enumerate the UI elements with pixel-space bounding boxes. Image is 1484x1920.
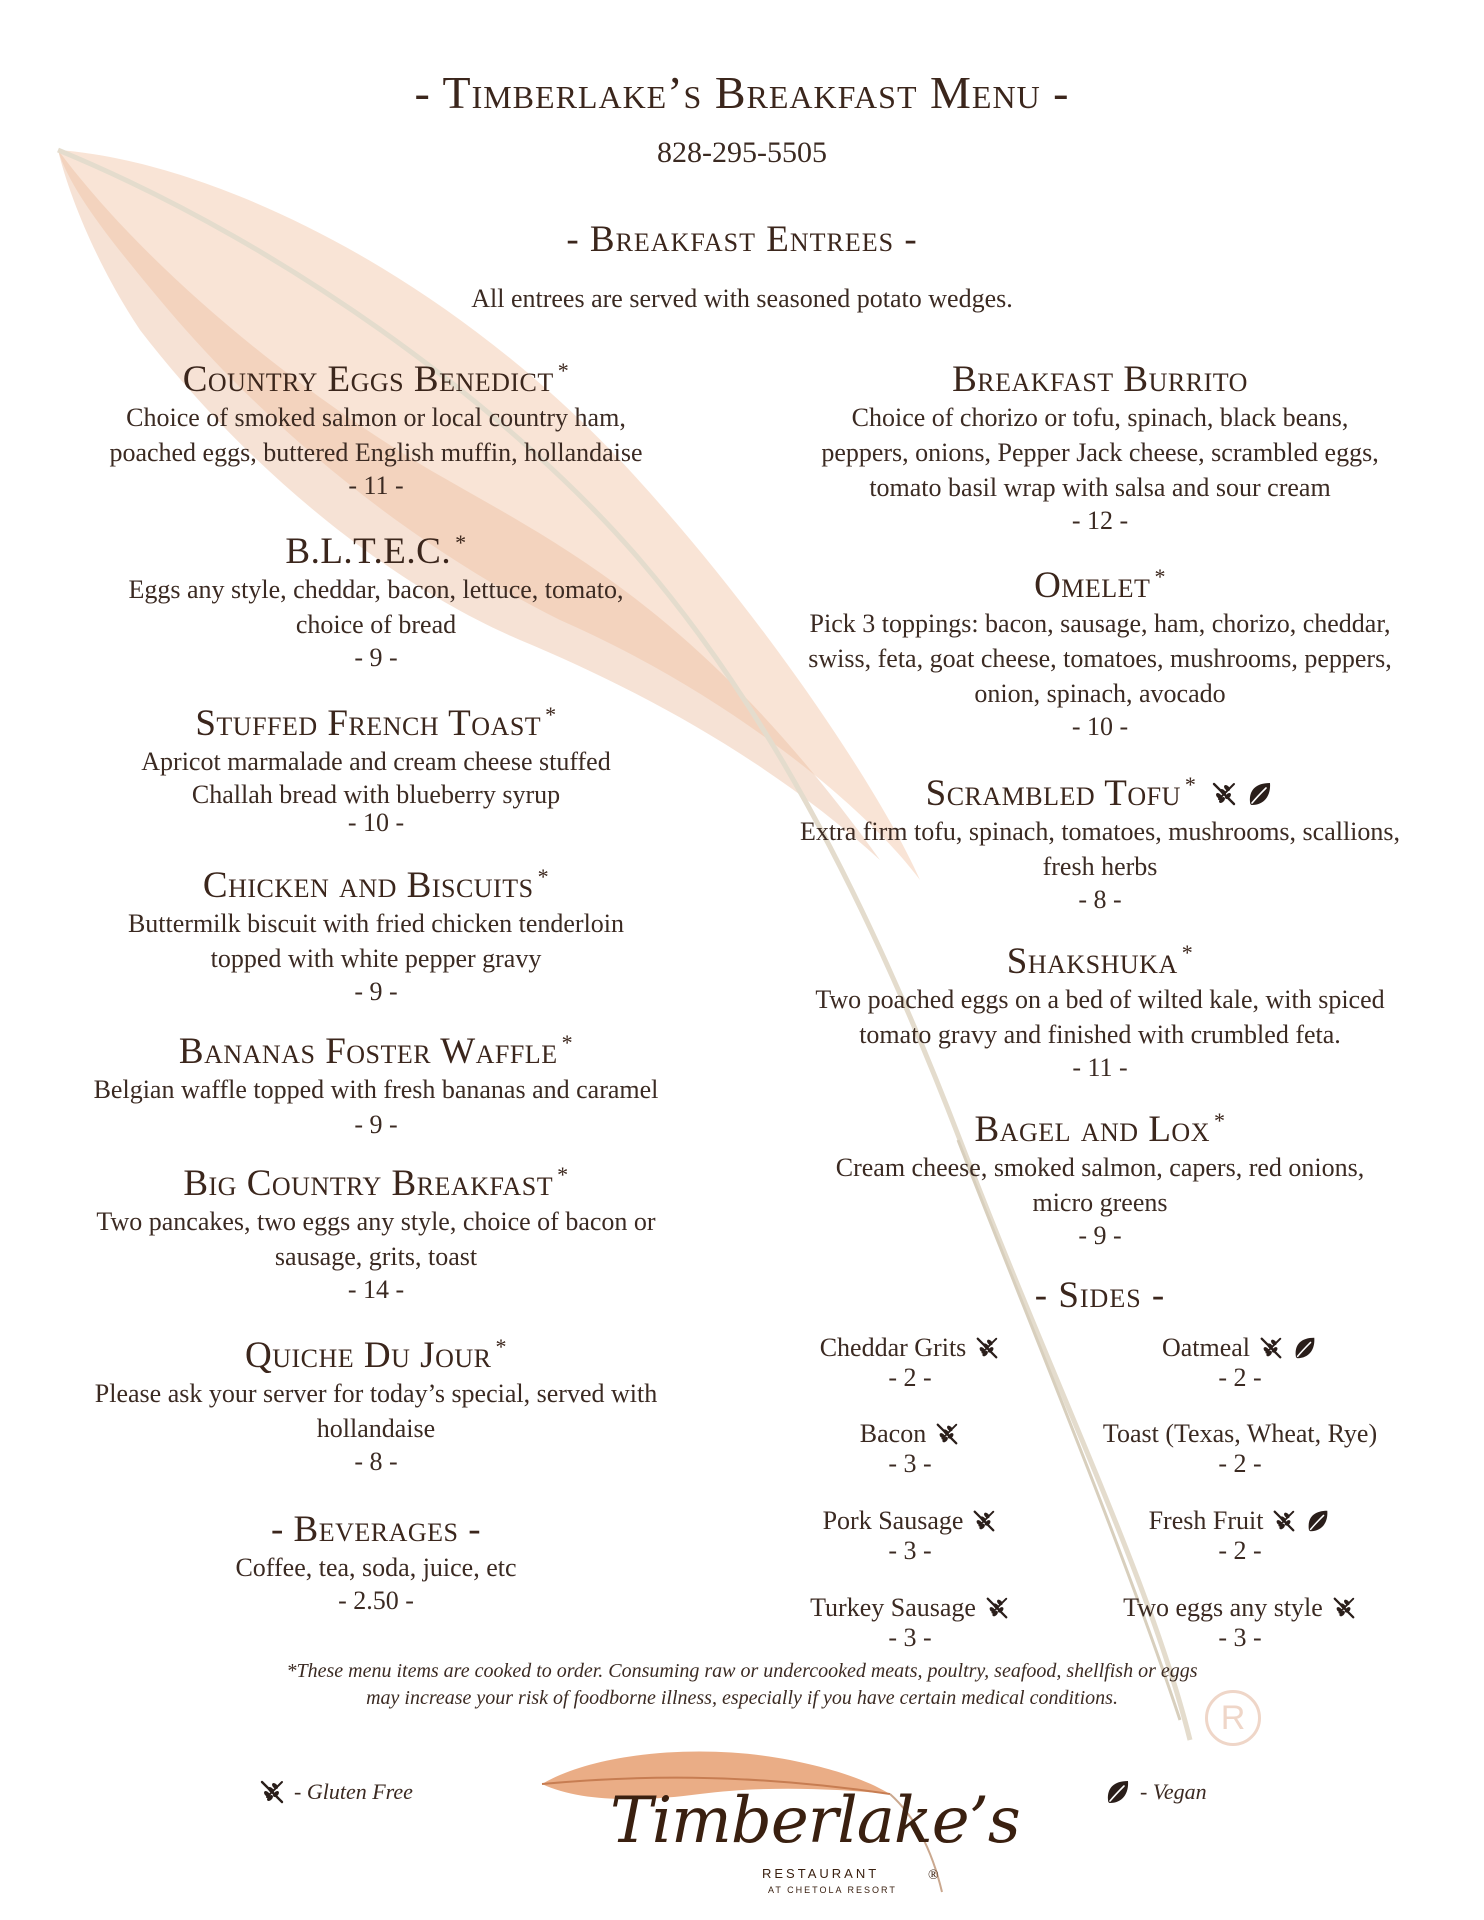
cooked-to-order-mark: * bbox=[557, 358, 570, 383]
side-item bbox=[1090, 1505, 1390, 1565]
item-description: topped with white pepper gravy bbox=[210, 944, 542, 973]
sides-title: - Sides - bbox=[1034, 1275, 1166, 1316]
side-item bbox=[760, 1592, 1060, 1652]
item-price: - 14 - bbox=[347, 1275, 405, 1304]
entrees-intro: All entrees are served with seasoned potato wedges. bbox=[471, 284, 1013, 313]
side-item bbox=[1090, 1332, 1390, 1392]
item-description: tomato basil wrap with salsa and sour cream bbox=[869, 473, 1331, 502]
menu-item bbox=[66, 532, 686, 674]
logo-wordmark: Timberlake’s bbox=[610, 1784, 1020, 1858]
item-description: choice of bread bbox=[295, 610, 457, 639]
menu-title: - Timberlake’s Breakfast Menu - bbox=[414, 67, 1070, 118]
side-name: Pork Sausage bbox=[822, 1506, 964, 1535]
cooked-to-order-mark: * bbox=[1154, 564, 1166, 589]
item-description: onion, spinach, avocado bbox=[974, 679, 1226, 708]
side-name: Toast (Texas, Wheat, Rye) bbox=[1102, 1419, 1378, 1448]
gluten-free-icon bbox=[971, 1508, 997, 1534]
gluten-free-icon bbox=[1210, 780, 1238, 808]
menu-item bbox=[790, 360, 1410, 537]
side-item bbox=[1090, 1418, 1390, 1478]
side-item bbox=[1090, 1592, 1390, 1652]
cooked-to-order-mark: * bbox=[1213, 1108, 1226, 1133]
logo-subtitle: RESTAURANT bbox=[762, 1866, 880, 1881]
item-price: - 12 - bbox=[1071, 506, 1129, 535]
entrees-section-title: - Breakfast Entrees - bbox=[566, 219, 918, 260]
item-name: Quiche Du Jour bbox=[245, 1335, 492, 1376]
phone-number: 828-295-5505 bbox=[657, 136, 827, 169]
item-description: poached eggs, buttered English muffin, hollandaise bbox=[109, 438, 643, 467]
vegan-leaf-icon bbox=[1292, 1335, 1318, 1361]
side-price: - 2 - bbox=[1218, 1536, 1262, 1565]
cooked-to-order-mark: * bbox=[561, 1030, 574, 1055]
menu-item bbox=[66, 704, 686, 835]
item-name: Chicken and Biscuits bbox=[202, 865, 534, 906]
item-price: - 9 - bbox=[354, 1110, 398, 1139]
item-description: Choice of smoked salmon or local country ham, bbox=[126, 403, 626, 432]
side-name: Cheddar Grits bbox=[819, 1333, 967, 1362]
item-description: Buttermilk biscuit with fried chicken tenderloin bbox=[127, 909, 625, 938]
menu-item bbox=[66, 1164, 686, 1306]
side-price: - 2 - bbox=[888, 1363, 932, 1392]
disclaimer-line: *These menu items are cooked to order. Consuming raw or undercooked meats, poultry, seafood, shellfish or eggs bbox=[286, 1660, 1198, 1682]
item-description: Two poached eggs on a bed of wilted kale, with spiced bbox=[815, 985, 1385, 1014]
beverages-title: - Beverages - bbox=[270, 1509, 482, 1550]
item-price: - 11 - bbox=[1072, 1053, 1128, 1082]
legend-label: - Vegan bbox=[1140, 1779, 1207, 1804]
item-name: Breakfast Burrito bbox=[952, 359, 1248, 400]
cooked-to-order-mark: * bbox=[455, 530, 467, 555]
item-description: swiss, feta, goat cheese, tomatoes, mushrooms, peppers, bbox=[808, 644, 1392, 673]
gluten-free-icon bbox=[1258, 1335, 1284, 1361]
vegan-leaf-icon bbox=[1246, 780, 1274, 808]
cooked-to-order-mark: * bbox=[1184, 772, 1197, 797]
vegan-leaf-icon bbox=[1104, 1778, 1132, 1806]
gluten-free-icon bbox=[1331, 1595, 1357, 1621]
item-description: hollandaise bbox=[316, 1414, 436, 1443]
item-description: Extra firm tofu, spinach, tomatoes, mushrooms, scallions, bbox=[799, 817, 1401, 846]
item-description: peppers, onions, Pepper Jack cheese, scrambled eggs, bbox=[821, 438, 1379, 467]
item-description: micro greens bbox=[1032, 1188, 1168, 1217]
item-price: - 11 - bbox=[348, 471, 404, 500]
item-description: Please ask your server for today’s special, served with bbox=[94, 1379, 658, 1408]
item-description: Two pancakes, two eggs any style, choice of bacon or bbox=[96, 1207, 656, 1236]
side-name: Bacon bbox=[859, 1419, 927, 1448]
item-name: Big Country Breakfast bbox=[183, 1163, 554, 1204]
menu-item bbox=[66, 360, 686, 502]
registered-watermark: R bbox=[1205, 1690, 1261, 1746]
side-price: - 2 - bbox=[1218, 1449, 1262, 1478]
food-safety-disclaimer bbox=[220, 1658, 1264, 1712]
menu-item bbox=[790, 1110, 1410, 1252]
item-description: tomato gravy and finished with crumbled feta. bbox=[859, 1020, 1341, 1049]
side-name: Two eggs any style bbox=[1123, 1593, 1323, 1622]
menu-item bbox=[66, 1032, 686, 1143]
gluten-free-icon bbox=[1271, 1508, 1297, 1534]
item-name: Shakshuka bbox=[1006, 941, 1178, 982]
menu-item bbox=[790, 566, 1410, 743]
item-description: Pick 3 toppings: bacon, sausage, ham, chorizo, cheddar, bbox=[809, 609, 1391, 638]
item-price: - 8 - bbox=[354, 1447, 398, 1476]
legend-vegan bbox=[1104, 1778, 1207, 1806]
vegan-leaf-icon bbox=[1305, 1508, 1331, 1534]
menu-item bbox=[66, 866, 686, 1008]
side-item bbox=[760, 1332, 1060, 1392]
item-price: - 10 - bbox=[1071, 712, 1129, 741]
cooked-to-order-mark: * bbox=[495, 1334, 507, 1359]
side-price: - 3 - bbox=[888, 1536, 932, 1565]
gluten-free-icon bbox=[984, 1595, 1010, 1621]
side-price: - 3 - bbox=[1218, 1623, 1262, 1652]
gluten-free-icon bbox=[974, 1335, 1000, 1361]
cooked-to-order-mark: * bbox=[557, 1162, 569, 1187]
side-item bbox=[760, 1418, 1060, 1478]
cooked-to-order-mark: * bbox=[1181, 940, 1194, 965]
item-name: B.L.T.E.C. bbox=[285, 531, 452, 572]
side-item bbox=[760, 1505, 1060, 1565]
item-description: Belgian waffle topped with fresh bananas and caramel bbox=[93, 1075, 659, 1104]
restaurant-logo bbox=[540, 1742, 1020, 1920]
beverages-section bbox=[66, 1510, 686, 1617]
logo-registered-mark: ® bbox=[928, 1868, 939, 1883]
disclaimer-line: may increase your risk of foodborne illness, especially if you have certain medical conditions. bbox=[366, 1687, 1118, 1709]
item-description: Apricot marmalade and cream cheese stuffed bbox=[141, 747, 611, 776]
cooked-to-order-mark: * bbox=[545, 702, 557, 727]
item-name: Country Eggs Benedict bbox=[182, 359, 554, 400]
side-name: Turkey Sausage bbox=[810, 1593, 976, 1622]
item-description: Eggs any style, cheddar, bacon, lettuce, tomato, bbox=[128, 575, 624, 604]
gluten-free-icon bbox=[258, 1778, 286, 1806]
menu-item bbox=[790, 774, 1410, 916]
menu-item bbox=[790, 942, 1410, 1084]
item-name: Scrambled Tofu bbox=[925, 773, 1181, 814]
gluten-free-icon bbox=[934, 1421, 960, 1447]
item-description: Challah bread with blueberry syrup bbox=[191, 780, 561, 809]
item-name: Bagel and Lox bbox=[974, 1109, 1210, 1150]
item-name: Stuffed French Toast bbox=[195, 703, 542, 744]
item-description: Cream cheese, smoked salmon, capers, red onions, bbox=[835, 1153, 1365, 1182]
side-price: - 3 - bbox=[888, 1449, 932, 1478]
item-name: Omelet bbox=[1034, 565, 1151, 606]
cooked-to-order-mark: * bbox=[537, 864, 550, 889]
item-price: - 9 - bbox=[354, 643, 398, 672]
item-description: Choice of chorizo or tofu, spinach, black beans, bbox=[851, 403, 1349, 432]
item-price: - 9 - bbox=[1078, 1221, 1122, 1250]
item-price: - 8 - bbox=[1078, 885, 1122, 914]
item-price: - 9 - bbox=[354, 977, 398, 1006]
item-description: fresh herbs bbox=[1042, 852, 1158, 881]
legend-gluten-free bbox=[258, 1778, 413, 1806]
side-name: Oatmeal bbox=[1161, 1333, 1251, 1362]
beverages-description: Coffee, tea, soda, juice, etc bbox=[235, 1553, 517, 1582]
beverages-price: - 2.50 - bbox=[338, 1586, 414, 1615]
item-name: Bananas Foster Waffle bbox=[178, 1031, 558, 1072]
side-price: - 3 - bbox=[888, 1623, 932, 1652]
legend-label: - Gluten Free bbox=[294, 1779, 413, 1804]
item-description: sausage, grits, toast bbox=[274, 1242, 478, 1271]
side-price: - 2 - bbox=[1218, 1363, 1262, 1392]
menu-item bbox=[66, 1336, 686, 1478]
logo-subtitle: AT CHETOLA RESORT bbox=[768, 1885, 897, 1895]
item-price: - 10 - bbox=[347, 808, 405, 837]
side-name: Fresh Fruit bbox=[1148, 1506, 1264, 1535]
